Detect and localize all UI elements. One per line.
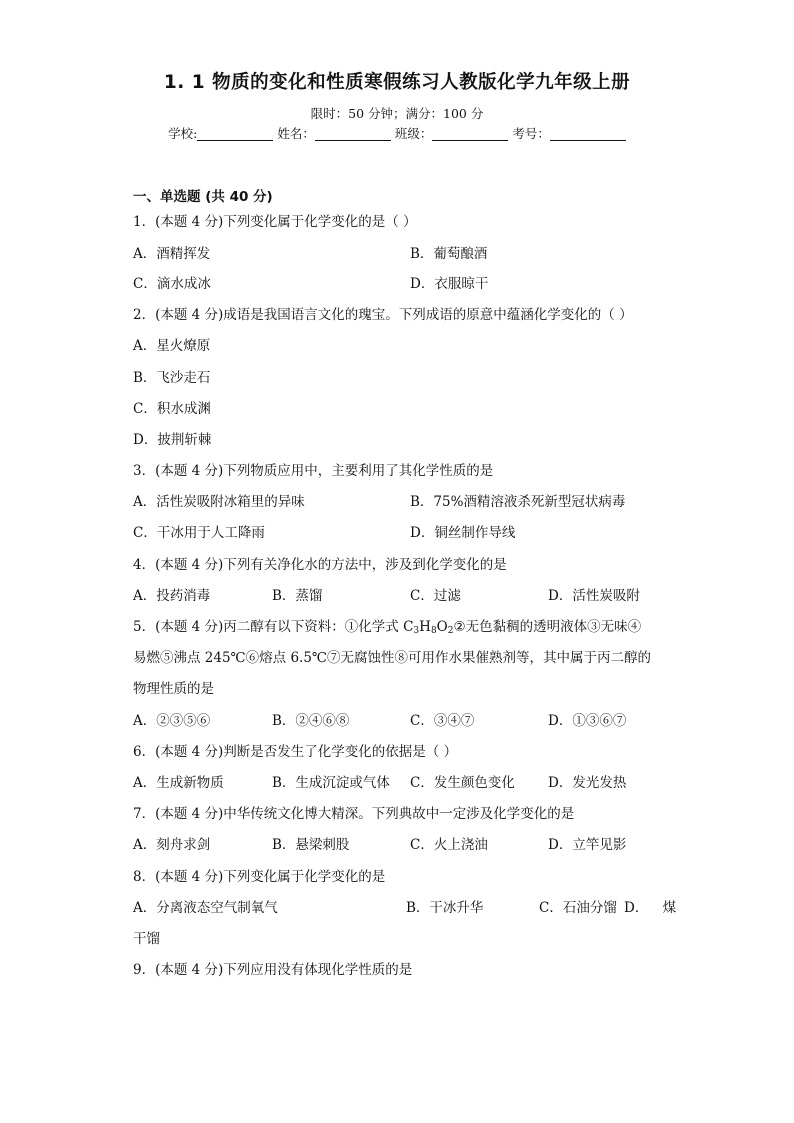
question-6-option-c: C．发生颜色变化	[410, 775, 515, 791]
question-6-stem: 6．(本题 4 分)判断是否发生了化学变化的依据是（ ）	[133, 744, 458, 760]
name-blank	[315, 126, 391, 141]
section-title: 一、单选题 (共 40 分)	[133, 189, 273, 205]
question-2-option-b: B．飞沙走石	[133, 370, 211, 386]
question-9-stem: 9．(本题 4 分)下列应用没有体现化学性质的是	[133, 962, 413, 978]
question-4-option-c: C．过滤	[410, 588, 461, 604]
question-5-option-a: A．②③⑤⑥	[133, 713, 211, 729]
question-4-option-d: D．活性炭吸附	[548, 588, 640, 604]
student-info-row	[0, 124, 794, 142]
question-2-option-d: D．披荆斩棘	[133, 432, 212, 448]
school-label: 学校:	[168, 126, 198, 141]
question-3-option-d: D．铜丝制作导线	[410, 525, 516, 541]
page-title: 1. 1 物质的变化和性质寒假练习人教版化学九年级上册	[163, 72, 631, 93]
question-2-option-a: A．星火燎原	[133, 338, 211, 354]
question-2-option-c: C．积水成渊	[133, 401, 211, 417]
question-3-stem: 3．(本题 4 分)下列物质应用中，主要利用了其化学性质的是	[133, 463, 494, 479]
number-blank	[550, 126, 626, 141]
question-1-option-a: A．酒精挥发	[133, 246, 211, 262]
question-5-stem-line3: 物理性质的是	[133, 681, 214, 697]
question-8-option-d: D． 煤	[624, 900, 677, 916]
class-blank	[432, 126, 508, 141]
question-2-stem: 2．(本题 4 分)成语是我国语言文化的瑰宝。下列成语的原意中蕴涵化学变化的（ ）	[133, 307, 633, 323]
question-5-option-d: D．①③⑥⑦	[548, 713, 627, 729]
question-4-option-b: B．蒸馏	[272, 588, 323, 604]
question-7-stem: 7．(本题 4 分)中华传统文化博大精深。下列典故中一定涉及化学变化的是	[133, 806, 575, 822]
question-8-option-a: A．分离液态空气制氧气	[133, 900, 278, 916]
question-1-stem: 1．(本题 4 分)下列变化属于化学变化的是（ ）	[133, 214, 417, 230]
question-1-option-d: D．衣服晾干	[410, 276, 489, 292]
question-8-option-b: B．干冰升华	[406, 900, 484, 916]
time-score-info: 限时：50 分钟；满分：100 分	[310, 106, 484, 121]
name-label: 姓名：	[277, 126, 315, 141]
question-7-option-d: D．立竿见影	[548, 837, 627, 853]
question-8-stem: 8．(本题 4 分)下列变化属于化学变化的是	[133, 869, 386, 885]
question-7-option-b: B．悬梁刺股	[272, 837, 350, 853]
question-5-option-b: B．②④⑥⑧	[272, 713, 350, 729]
question-8-option-c: C．石油分馏	[539, 900, 617, 916]
question-8-option-d-continued: 干馏	[133, 931, 160, 947]
question-7-option-a: A．刻舟求剑	[133, 837, 211, 853]
question-3-option-c: C．干冰用于人工降雨	[133, 525, 265, 541]
question-1-option-c: C．滴水成冰	[133, 276, 211, 292]
question-4-option-a: A．投药消毒	[133, 588, 211, 604]
question-5-option-c: C．③④⑦	[410, 713, 475, 729]
number-label: 考号：	[512, 126, 550, 141]
question-7-option-c: C．火上浇油	[410, 837, 488, 853]
question-6-option-a: A．生成新物质	[133, 775, 224, 791]
question-6-option-b: B．生成沉淀或气体	[272, 775, 390, 791]
school-blank	[197, 126, 273, 141]
question-3-option-a: A．活性炭吸附冰箱里的异味	[133, 494, 305, 510]
question-5-stem: 5．(本题 4 分)丙二醇有以下资料：①化学式 $C_3H_8O_2②$无色黏稠的透明液体③无味④	[133, 619, 642, 636]
question-6-option-d: D．发光发热	[548, 775, 627, 791]
question-3-option-b: B．75%酒精溶液杀死新型冠状病毒	[410, 494, 626, 510]
question-5-stem-line2: 易燃⑤沸点 245℃⑥熔点 6.5℃⑦无腐蚀性⑧可用作水果催熟剂等，其中属于丙二醇的	[133, 650, 652, 666]
question-1-option-b: B．葡萄酿酒	[410, 246, 488, 262]
class-label: 班级：	[394, 126, 433, 141]
question-4-stem: 4．(本题 4 分)下列有关净化水的方法中，涉及到化学变化的是	[133, 557, 507, 573]
